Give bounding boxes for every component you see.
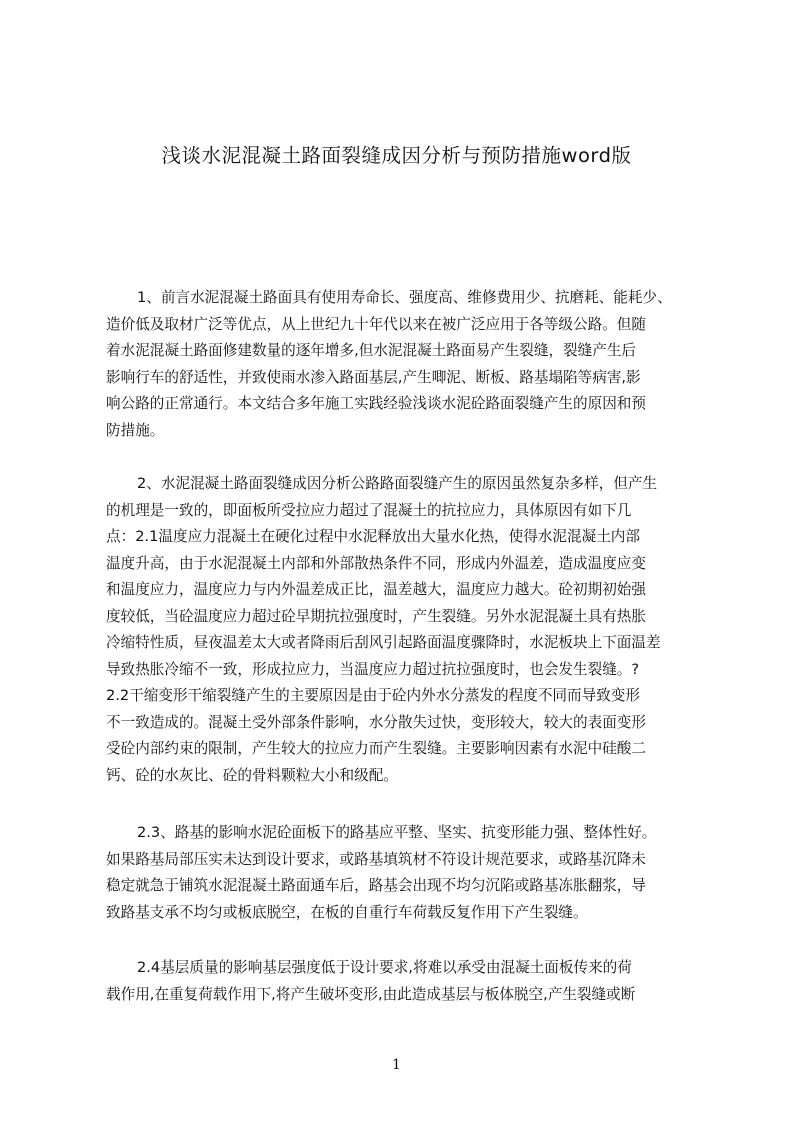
- paragraph-line: 稳定就急于铺筑水泥混凝土路面通车后，路基会出现不均匀沉陷或路基冻胀翻浆，导: [106, 877, 646, 894]
- paragraph-line: 1、前言水泥混凝土路面具有使用寿命长、强度高、维修费用少、抗磨耗、能耗少、: [137, 289, 672, 306]
- paragraph-line: 造价低及取材广泛等优点，从上世纪九十年代以来在被广泛应用于各等级公路。但随: [106, 315, 646, 333]
- paragraph-line: 2.3、路基的影响水泥砼面板下的路基应平整、坚实、抗变形能力强、整体性好。: [137, 824, 657, 841]
- paragraph-line: 温度升高，由于水泥混凝土内部和外部散热条件不同，形成内外温差，造成温度应变: [106, 554, 646, 572]
- paragraph-base-layer: [106, 955, 716, 1008]
- paragraph-line: 度较低，当砼温度应力超过砼早期抗拉强度时，产生裂缝。另外水泥混凝土具有热胀: [106, 607, 646, 625]
- paragraph-subgrade: [106, 820, 716, 926]
- paragraph-line: 载作用,在重复荷载作用下,将产生破坏变形,由此造成基层与板体脱空,产生裂缝或断: [106, 985, 636, 1003]
- paragraph-line: 钙、砼的水灰比、砼的骨料颗粒大小和级配。: [106, 766, 398, 784]
- paragraph-line: 冷缩特性质，昼夜温差太大或者降雨后刮风引起路面温度骤降时，水泥板块上下面温差: [106, 634, 661, 651]
- paragraph-line: 防措施。: [106, 421, 165, 439]
- paragraph-line: 如果路基局部压实未达到设计要求，或路基填筑材不符设计规范要求，或路基沉降未: [106, 850, 646, 868]
- paragraph-line: 点：2.1温度应力混凝土在硬化过程中水泥释放出大量水化热，使得水泥混凝土内部: [106, 528, 640, 545]
- paragraph-line: 着水泥混凝土路面修建数量的逐年增多,但水泥混凝土路面易产生裂缝，裂缝产生后: [106, 342, 637, 359]
- page-title: 浅谈水泥混凝土路面裂缝成因分析与预防措施word版: [161, 144, 632, 167]
- paragraph-line: 2、水泥混凝土路面裂缝成因分析公路路面裂缝产生的原因虽然复杂多样，但产生: [137, 475, 658, 492]
- paragraph-line: 2.2干缩变形干缩裂缝产生的主要原因是由于砼内外水分蒸发的程度不同而导致变形: [106, 687, 640, 704]
- paragraph-line: 不一致造成的。混凝土受外部条件影响，水分散失过快，变形较大，较大的表面变形: [106, 713, 646, 731]
- paragraph-line: 2.4基层质量的影响基层强度低于设计要求,将难以承受由混凝土面板传来的荷: [137, 959, 632, 976]
- paragraph-line: 致路基支承不均匀或板底脱空，在板的自重行车荷载反复作用下产生裂缝。: [106, 903, 588, 921]
- paragraph-line: 受砼内部约束的限制，产生较大的拉应力而产生裂缝。主要影响因素有水泥中硅酸二: [106, 740, 646, 757]
- paragraph-line: 响公路的正常通行。本文结合多年施工实践经验浅谈水泥砼路面裂缝产生的原因和预: [106, 395, 646, 412]
- paragraph-crack-causes: [106, 471, 716, 789]
- paragraph-line: 和温度应力，温度应力与内外温差成正比，温差越大，温度应力越大。砼初期初始强: [106, 581, 646, 598]
- paragraph-line: 影响行车的舒适性，并致使雨水渗入路面基层,产生唧泥、断板、路基塌陷等病害,影: [106, 368, 641, 386]
- page-number: 1: [392, 1057, 401, 1073]
- paragraph-line: 的机理是一致的，即面板所受拉应力超过了混凝土的抗拉应力，具体原因有如下几: [106, 501, 632, 519]
- paragraph-introduction: [106, 285, 716, 444]
- paragraph-line: 导致热胀冷缩不一致，形成拉应力，当温度应力超过抗拉强度时，也会发生裂缝。?: [106, 660, 640, 678]
